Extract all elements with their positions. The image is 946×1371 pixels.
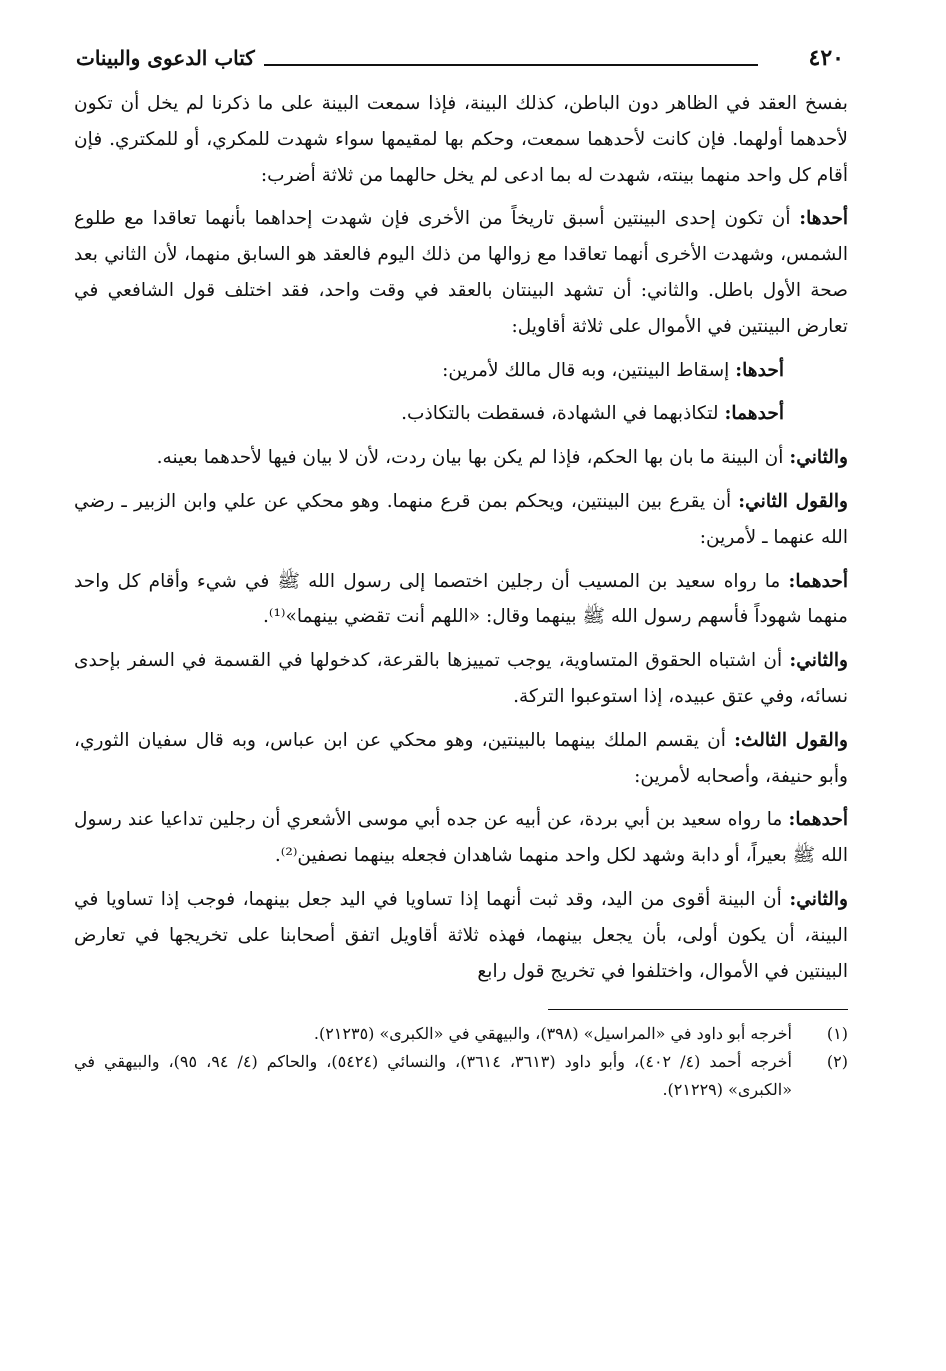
page-number: ٤٢٠ <box>808 45 844 71</box>
paragraph <box>74 484 848 556</box>
paragraph-lead: والثاني: <box>789 888 848 910</box>
paragraph <box>74 86 848 193</box>
paragraph <box>74 440 848 476</box>
footnote <box>74 1048 848 1104</box>
paragraph <box>74 201 848 344</box>
footnote-text: أخرجه أبو داود في «المراسيل» (٣٩٨)، والبيهقي في «الكبرى» (٢١٢٣٥). <box>313 1024 792 1044</box>
paragraph <box>74 643 848 715</box>
paragraph-text: ما رواه سعيد بن المسيب أن رجلين اختصما إلى رسول الله ﷺ في شيء وأقام كل واحد منهما شهوداً فأسهم رسول الله ﷺ بينهما وقال: «اللهم أنت تقضي بينهما»⁽¹⁾. <box>74 570 848 628</box>
paragraph-lead: والقول الثاني: <box>738 490 848 512</box>
footnotes <box>74 1020 848 1104</box>
footnote <box>74 1020 848 1048</box>
header-rule <box>264 64 758 66</box>
body-text <box>74 86 848 989</box>
paragraph <box>74 882 848 989</box>
paragraph-lead: أحدهما: <box>788 809 848 831</box>
book-title: كتاب الدعوى والبينات <box>76 46 255 70</box>
paragraph-text: لتكاذبهما في الشهادة، فسقطت بالتكاذب. <box>401 403 725 425</box>
footnote-separator <box>548 1009 848 1010</box>
paragraph-lead: والثاني: <box>789 650 848 672</box>
paragraph-text: أن اشتباه الحقوق المتساوية، يوجب تمييزها بالقرعة، كدخولها في القسمة في السفر بإحدى نسائه، وفي عتق عبيده، إذا استوعبوا التركة. <box>74 650 848 707</box>
paragraph <box>74 353 848 389</box>
page-header <box>74 40 848 76</box>
paragraph <box>74 723 848 795</box>
footnote-number: (١) <box>826 1024 848 1044</box>
paragraph-lead: أحدها: <box>735 359 784 381</box>
footnote-number: (٢) <box>826 1052 848 1072</box>
paragraph-text: ما رواه سعيد بن أبي بردة، عن أبيه عن جده أبي موسى الأشعري أن رجلين تداعيا عند رسول الله ﷺ بعيراً، أو دابة وشهد لكل واحد منهما شاهدان فجعله بينهما نصفين⁽²⁾. <box>74 809 848 867</box>
paragraph-lead: أحدهما: <box>788 570 848 592</box>
paragraph-text: أن البينة ما بان بها الحكم، فإذا لم يكن بها بيان ردت، لأن لا بيان فيها لأحدهما بعينه. <box>156 447 790 469</box>
paragraph-lead: أحدهما: <box>724 403 784 425</box>
paragraph-text: بفسخ العقد في الظاهر دون الباطن، كذلك البينة، فإذا سمعت البينة على ما ذكرنا لم يخل أن تكون لأحدهما أولهما. فإن كانت لأحدهما سمعت، وحكم بها لمقيمها سواء شهدت للمكري، أو للمكتري. فإن أقام كل واحد منهما بينته، شهدت له بما ادعى لم يخل حالهما من ثلاثة أضرب: <box>74 93 848 186</box>
book-page <box>74 40 848 1104</box>
paragraph-text: أن يقسم الملك بينهما بالبينتين، وهو محكي عن ابن عباس، وبه قال سفيان الثوري، وأبو حنيفة، وأصحابه لأمرين: <box>74 729 848 787</box>
paragraph-lead: والثاني: <box>789 447 848 469</box>
paragraph-text: أن يقرع بين البينتين، ويحكم بمن قرع منهما. وهو محكي عن علي وابن الزبير ـ رضي الله عنهما ـ لأمرين: <box>74 490 848 548</box>
paragraph <box>74 396 848 432</box>
footnote-text: أخرجه أحمد (٤/ ٤٠٢)، وأبو داود (٣٦١٣، ٣٦١٤)، والنسائي (٥٤٢٤)، والحاكم (٤/ ٩٤، ٩٥)، والبيهقي في «الكبرى» (٢١٢٢٩). <box>74 1052 793 1100</box>
paragraph-lead: والقول الثالث: <box>734 729 848 751</box>
paragraph-text: أن تكون إحدى البينتين أسبق تاريخاً من الأخرى فإن شهدت إحداهما بأنهما تعاقدا مع طلوع الشمس، وشهدت الأخرى أنهما تعاقدا مع زوالها من ذلك اليوم فالعقد هو السابق منهما، لأن الثاني بعد صحة الأول باطل. والثاني: أن تشهد البينتان بالعقد في وقت واحد، فقد اختلف قول الشافعي في تعارض البينتين في الأموال على ثلاثة أقاويل: <box>74 208 848 337</box>
paragraph-text: إسقاط البينتين، وبه قال مالك لأمرين: <box>442 359 736 381</box>
paragraph-text: أن البينة أقوى من اليد، وقد ثبت أنهما إذا تساويا في اليد جعل بينهما، فوجب إذا تساويا في البينة، أن يكون أولى، بأن يجعل بينهما، فهذه ثلاثة أقاويل اتفق أصحابنا على تخريجها في تعارض البينتين في الأموال، واختلفوا في تخريج قول رابع <box>74 888 848 982</box>
paragraph <box>74 802 848 874</box>
paragraph-lead: أحدها: <box>799 208 848 230</box>
paragraph <box>74 564 848 636</box>
